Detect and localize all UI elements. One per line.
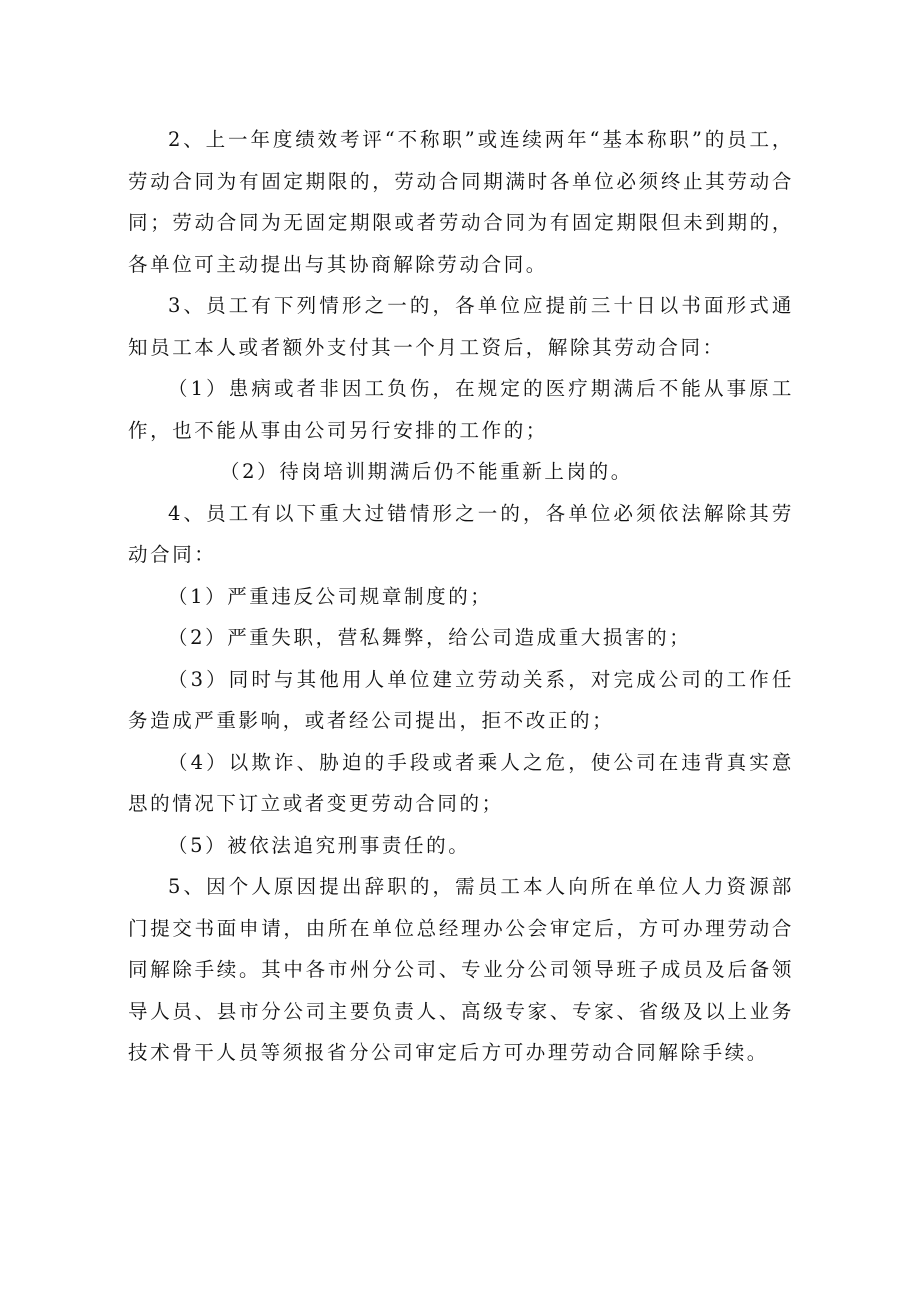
paragraph-item-2: 2、上一年度绩效考评“不称职”或连续两年“基本称职”的员工，劳动合同为有固定期限的，劳动合同期满时各单位必须终止其劳动合同；劳动合同为无固定期限或者劳动合同为有固定期限但未到期的，各单位可主动提出与其协商解除劳动合同。 [128, 128, 794, 276]
paragraph-item-4-4: （4）以欺诈、胁迫的手段或者乘人之危，使公司在违背真实意思的情况下订立或者变更劳动合同的； [128, 750, 794, 815]
paragraph-item-4-3: （3）同时与其他用人单位建立劳动关系，对完成公司的工作任务造成严重影响，或者经公司提出，拒不改正的； [128, 667, 794, 732]
paragraph-item-4-2: （2）严重失职，营私舞弊，给公司造成重大损害的； [168, 626, 692, 649]
paragraph-item-5: 5、因个人原因提出辞职的，需员工本人向所在单位人力资源部门提交书面申请，由所在单位总经理办公会审定后，方可办理劳动合同解除手续。其中各市州分公司、专业分公司领导班子成员及后备领导人员、县市分公司主要负责人、高级专家、专家、省级及以上业务技术骨干人员等须报省分公司审定后方可办理劳动合同解除手续。 [128, 875, 794, 1064]
document-body [128, 119, 794, 1074]
paragraph-item-3: 3、员工有下列情形之一的，各单位应提前三十日以书面形式通知员工本人或者额外支付其一个月工资后，解除其劳动合同： [128, 294, 794, 359]
paragraph-item-3-1: （1）患病或者非因工负伤，在规定的医疗期满后不能从事原工作，也不能从事由公司另行安排的工作的； [128, 377, 794, 442]
paragraph-item-3-2: （2）待岗培训期满后仍不能重新上岗的。 [220, 460, 633, 483]
paragraph-item-4-5: （5）被依法追究刑事责任的。 [168, 833, 471, 857]
paragraph-item-4-1: （1）严重违反公司规章制度的； [168, 584, 493, 608]
paragraph-item-4: 4、员工有以下重大过错情形之一的，各单位必须依法解除其劳动合同： [128, 501, 794, 566]
